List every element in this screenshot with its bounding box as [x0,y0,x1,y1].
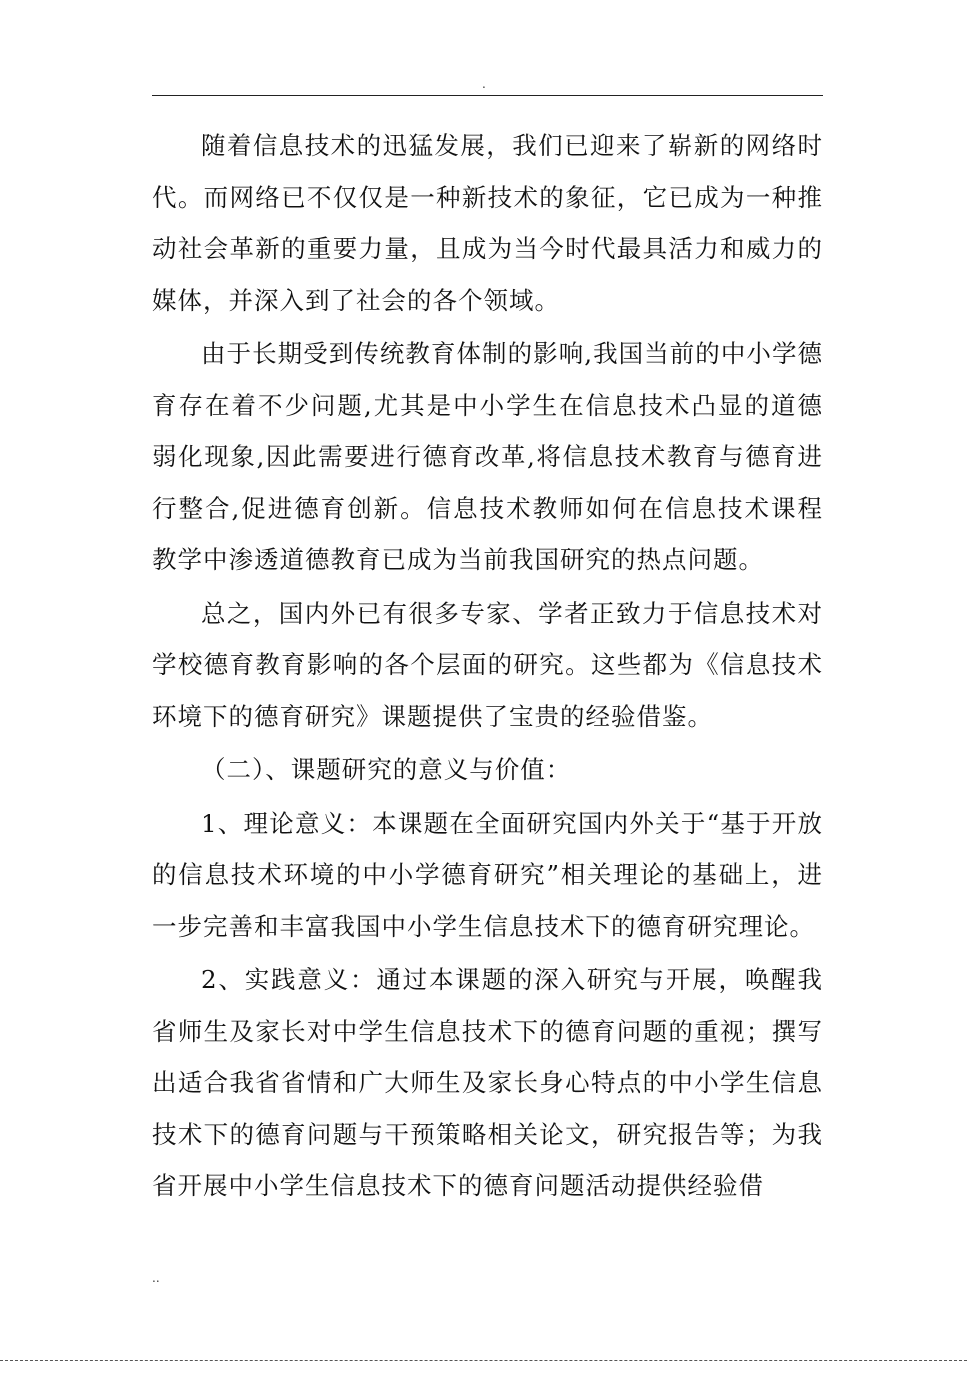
paragraph-moral-education-problems: 由于长期受到传统教育体制的影响,我国当前的中小学德育存在着不少问题,尤其是中小学生在信息技术凸显的道德弱化现象,因此需要进行德育改革,将信息技术教育与德育进行整合,促进德育创新。信息技术教师如何在信息技术课程教学中渗透道德教育已成为当前我国研究的热点问题。 [152,339,823,574]
header-mark: . [482,77,486,91]
paragraph-summary: 总之，国内外已有很多专家、学者正致力于信息技术对学校德育教育影响的各个层面的研究。这些都为《信息技术环境下的德育研究》课题提供了宝贵的经验借鉴。 [152,598,823,731]
document-body [152,120,823,1212]
footer-mark: .. [152,1271,160,1285]
footer-rule [0,1360,967,1361]
paragraph-practical-significance: 2、实践意义：通过本课题的深入研究与开展，唤醒我省师生及家长对中学生信息技术下的德育问题的重视；撰写出适合我省省情和广大师生及家长身心特点的中小学生信息技术下的德育问题与干预策略相关论文，研究报告等；为我省开展中小学生信息技术下的德育问题活动提供经验借 [152,965,823,1200]
section-heading-significance: （二）、课题研究的意义与价值： [201,755,572,784]
paragraph-network-era: 随着信息技术的迅猛发展，我们已迎来了崭新的网络时代。而网络已不仅仅是一种新技术的象征，它已成为一种推动社会革新的重要力量，且成为当今时代最具活力和威力的媒体，并深入到了社会的各个领域。 [152,131,823,315]
header-rule [152,95,823,96]
paragraph-theoretical-significance: 1、理论意义：本课题在全面研究国内外关于“基于开放的信息技术环境的中小学德育研究”相关理论的基础上，进一步完善和丰富我国中小学生信息技术下的德育研究理论。 [152,808,823,941]
